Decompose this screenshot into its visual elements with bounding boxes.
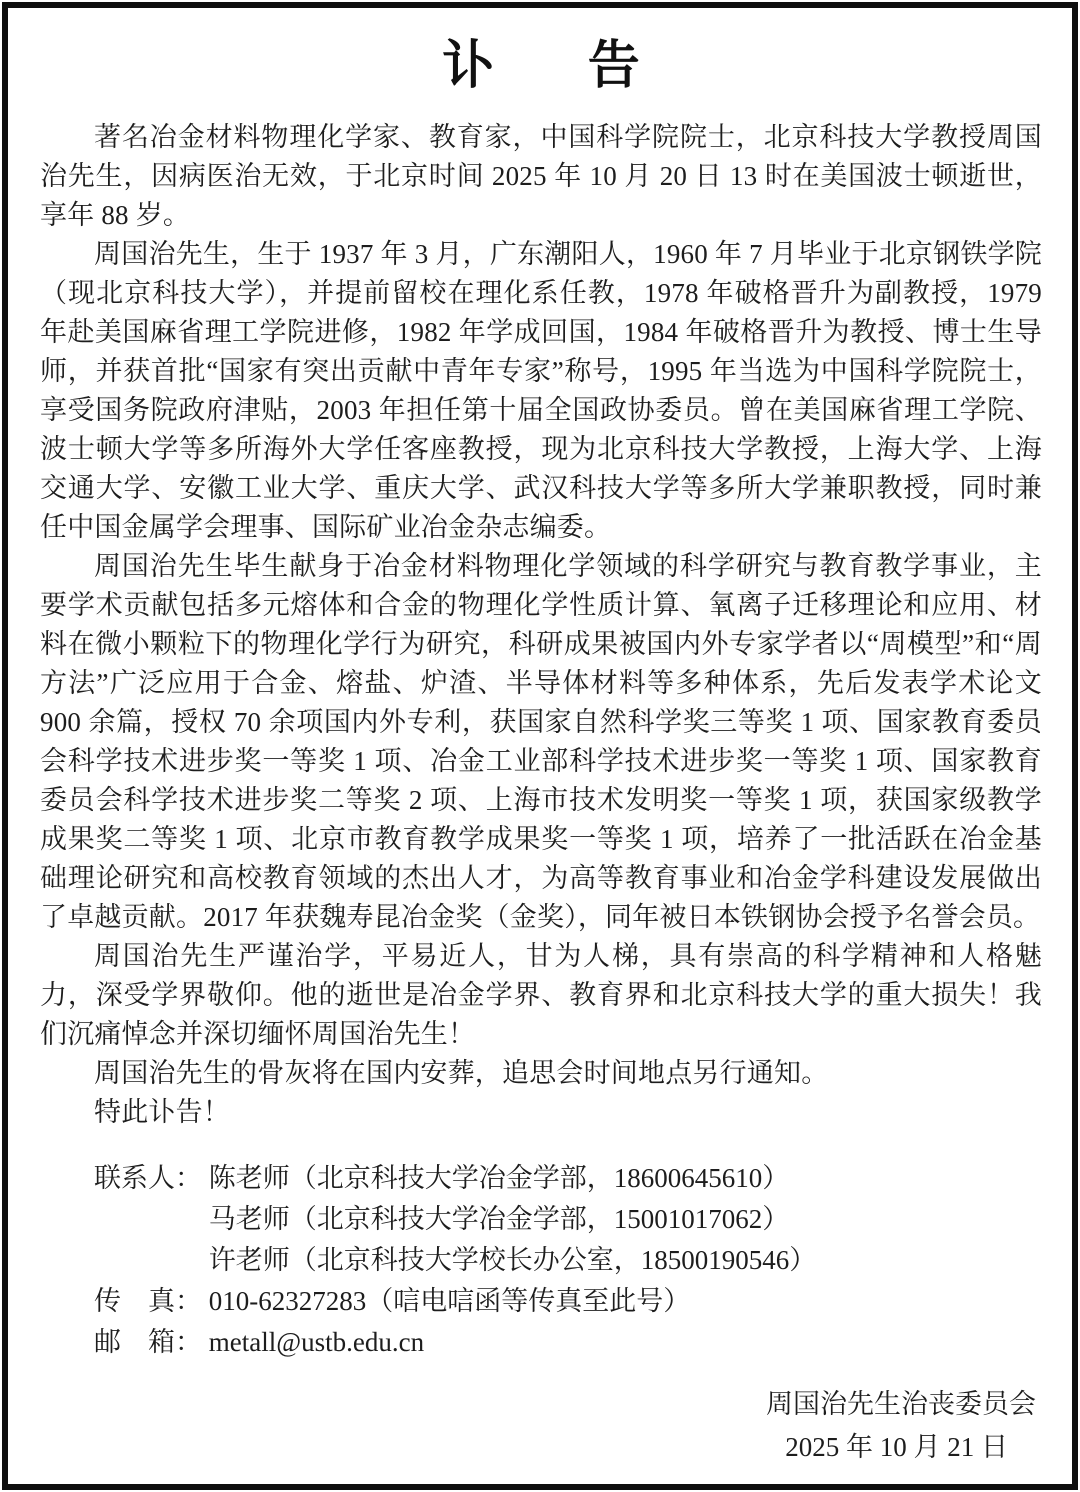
document-title: 讣告 (442, 38, 734, 95)
contact-email-row (94, 1322, 1042, 1363)
paragraph-tribute: 周国治先生严谨治学，平易近人，甘为人梯，具有崇高的科学精神和人格魅力，深受学界敬仰。他的逝世是冶金学界、教育界和北京科技大学的重大损失！我们沉痛悼念并深切缅怀周国治先生！ (40, 941, 1042, 1050)
signature-date: 2025 年 10 月 21 日 (785, 1432, 1008, 1462)
contact-person-row (94, 1240, 1042, 1281)
fax-number: 010-62327283（唁电唁函等传真至此号） (208, 1286, 691, 1317)
paragraph-burial-notice: 周国治先生的骨灰将在国内安葬，追思会时间地点另行通知。 (94, 1058, 829, 1089)
contact-person-1: 陈老师（北京科技大学冶金学部，18600645610） (208, 1163, 790, 1194)
obituary-body (40, 118, 1042, 1132)
obituary-document (2, 2, 1078, 1490)
paragraph-closing: 特此讣告！ (94, 1097, 230, 1128)
signature-section (766, 1384, 1042, 1468)
contact-label-spacer (94, 1199, 209, 1240)
fax-label: 传 真： (94, 1286, 202, 1317)
contact-fax-row (94, 1281, 1042, 1322)
contact-person-2: 马老师（北京科技大学冶金学部，15001017062） (208, 1204, 790, 1235)
email-address: metall@ustb.edu.cn (208, 1327, 425, 1358)
contact-persons-label: 联系人： (94, 1163, 202, 1194)
contact-person-3: 许老师（北京科技大学校长办公室，18500190546） (208, 1245, 817, 1276)
paragraph-death-announcement: 著名冶金材料物理化学家、教育家，中国科学院院士，北京科技大学教授周国治先生，因病医治无效，于北京时间 2025 年 10 月 20 日 13 时在美国波士顿逝世，享年 88 岁。 (40, 122, 1042, 231)
contact-person-row (94, 1158, 1042, 1199)
paragraph-biography: 周国治先生，生于 1937 年 3 月，广东潮阳人，1960 年 7 月毕业于北京钢铁学院（现北京科技大学），并提前留校在理化系任教，1978 年破格晋升为副教授，1979 年赴美国麻省理工学院进修，1982 年学成回国，1984 年破格晋升为教授、博士生导师，并获首批“国家有突出贡献中青年专家”称号，1995 年当选为中国科学院院士，享受国务院政府津贴，2003 年担任第十届全国政协委员。曾在美国麻省理工学院、波士顿大学等多所海外大学任客座教授，现为北京科技大学教授，上海大学、上海交通大学、安徽工业大学、重庆大学、武汉科技大学等多所大学兼职教授，同时兼任中国金属学会理事、国际矿业冶金杂志编委。 (40, 239, 1042, 543)
paragraph-achievements: 周国治先生毕生献身于冶金材料物理化学领域的科学研究与教育教学事业，主要学术贡献包括多元熔体和合金的物理化学性质计算、氧离子迁移理论和应用、材料在微小颗粒下的物理化学行为研究，科研成果被国内外专家学者以“周模型”和“周方法”广泛应用于合金、熔盐、炉渣、半导体材料等多种体系，先后发表学术论文 900 余篇，授权 70 余项国内外专利，获国家自然科学奖三等奖 1 项、国家教育委员会科学技术进步奖一等奖 1 项、冶金工业部科学技术进步奖一等奖 1 项、国家教育委员会科学技术进步奖二等奖 2 项、上海市技术发明奖一等奖 1 项，获国家级教学成果奖二等奖 1 项、北京市教育教学成果奖一等奖 1 项，培养了一批活跃在冶金基础理论研究和高校教育领域的杰出人才，为高等教育事业和冶金学科建设发展做出了卓越贡献。2017 年获魏寿昆冶金奖（金奖），同年被日本铁钢协会授予名誉会员。 (40, 551, 1042, 933)
contact-person-row (94, 1199, 1042, 1240)
email-label: 邮 箱： (94, 1327, 202, 1358)
signature-committee: 周国治先生治丧委员会 (766, 1389, 1036, 1419)
contact-label-spacer (94, 1240, 209, 1281)
contact-section (94, 1158, 1042, 1363)
